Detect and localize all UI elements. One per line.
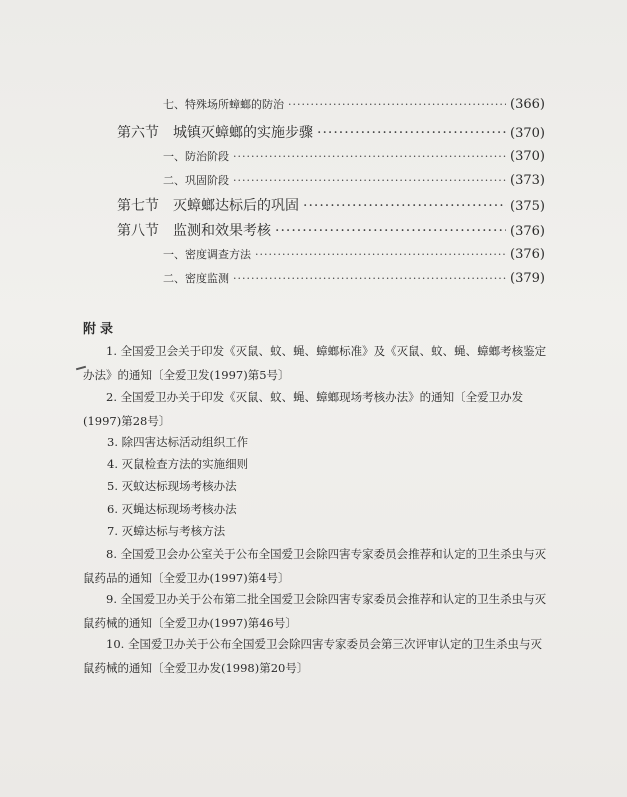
appendix-item: 8. 全国爱卫会办公室关于公布全国爱卫会除四害专家委员会推荐和认定的卫生杀虫与灭鼠药品的通知〔全爱卫办(1997)第4号〕 xyxy=(83,547,547,585)
toc-title: 一、防治阶段 xyxy=(163,150,229,163)
toc-entry xyxy=(163,246,545,262)
toc-page: (373) xyxy=(510,173,545,188)
toc-page: (375) xyxy=(510,199,545,214)
toc-entry xyxy=(163,172,545,188)
toc-title: 二、巩固阶段 xyxy=(163,174,229,187)
toc-leader xyxy=(233,150,506,163)
toc-entry xyxy=(117,220,545,240)
appendix-item: 5. 灭蚊达标现场考核办法 xyxy=(107,479,237,493)
toc-leader xyxy=(233,272,506,285)
appendix-item: 3. 除四害达标活动组织工作 xyxy=(107,435,249,449)
toc-entry xyxy=(117,195,545,215)
toc-section-number: 第八节 xyxy=(117,223,159,239)
toc-leader xyxy=(288,98,506,111)
toc-title: 城镇灭蟑螂的实施步骤 xyxy=(173,125,313,141)
toc-leader xyxy=(255,248,506,261)
toc-page: (379) xyxy=(510,271,545,286)
toc-title: 一、密度调查方法 xyxy=(163,248,251,261)
appendix-item: 10. 全国爱卫办关于公布全国爱卫会除四害专家委员会第三次评审认定的卫生杀虫与灭鼠药械的通知〔全爱卫办发(1998)第20号〕 xyxy=(83,637,542,675)
toc-entry xyxy=(117,122,545,142)
appendix-heading: 附录 xyxy=(83,322,118,337)
toc-page: (376) xyxy=(510,247,545,262)
appendix-item: 2. 全国爱卫办关于印发《灭鼠、蚊、蝇、蟑螂现场考核办法》的通知〔全爱卫办发(1997)第28号〕 xyxy=(83,390,524,428)
toc-section-number: 第七节 xyxy=(117,198,159,214)
toc-leader xyxy=(303,198,506,214)
appendix-item: 7. 灭蟑达标与考核方法 xyxy=(107,524,226,538)
toc-title: 监测和效果考核 xyxy=(173,223,271,239)
toc-page: (370) xyxy=(510,126,545,141)
toc-entry xyxy=(163,148,545,164)
appendix-item: 4. 灭鼠检查方法的实施细则 xyxy=(107,457,249,471)
toc-section-number: 第六节 xyxy=(117,125,159,141)
toc-title: 二、密度监测 xyxy=(163,272,229,285)
appendix-item: 1. 全国爱卫会关于印发《灭鼠、蚊、蝇、蟑螂标准》及《灭鼠、蚊、蝇、蟑螂考核鉴定办法》的通知〔全爱卫发(1997)第5号〕 xyxy=(83,344,547,382)
toc-page: (366) xyxy=(510,97,545,112)
toc-title: 七、特殊场所蟑螂的防治 xyxy=(163,98,284,111)
toc-entry xyxy=(163,96,545,112)
toc-page: (370) xyxy=(510,149,545,164)
toc-leader xyxy=(317,125,506,141)
toc-leader xyxy=(275,223,506,239)
toc-leader xyxy=(233,174,506,187)
appendix-item: 9. 全国爱卫办关于公布第二批全国爱卫会除四害专家委员会推荐和认定的卫生杀虫与灭鼠药械的通知〔全爱卫办(1997)第46号〕 xyxy=(83,592,547,630)
toc-entry xyxy=(163,270,545,286)
toc-title: 灭蟑螂达标后的巩固 xyxy=(173,198,299,214)
appendix-item: 6. 灭蝇达标现场考核办法 xyxy=(107,502,237,516)
toc-page: (376) xyxy=(510,224,545,239)
